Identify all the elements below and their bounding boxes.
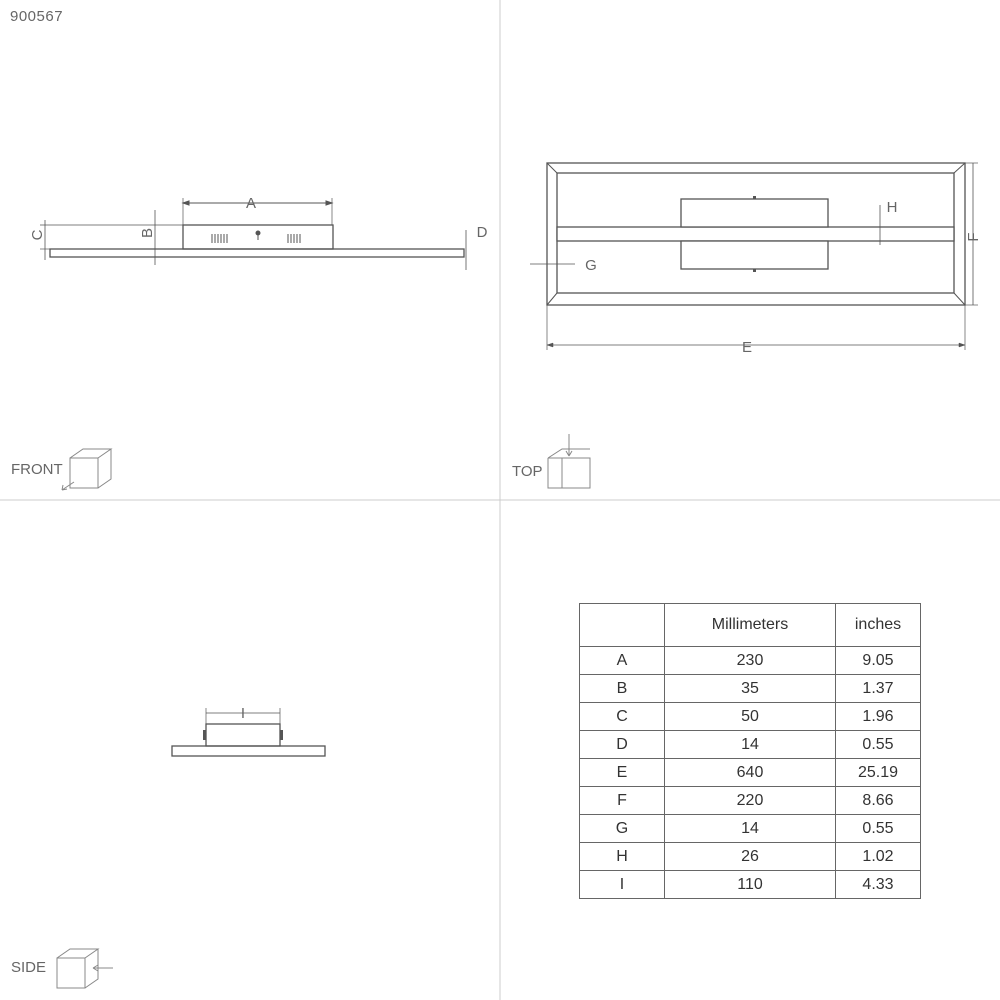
- side-panel: [172, 746, 325, 756]
- dim-label-c: C: [29, 229, 46, 241]
- dimension-letter-cell: B: [580, 675, 665, 703]
- top-canopy-lower: [681, 241, 828, 269]
- front-canopy-screw: [256, 231, 260, 235]
- inches-cell: 0.55: [836, 815, 921, 843]
- millimeters-cell: 50: [665, 703, 836, 731]
- dim-label-e: E: [741, 339, 753, 356]
- side-view-drawing: [172, 708, 325, 756]
- millimeters-cell: 220: [665, 787, 836, 815]
- side-cube-icon: [57, 949, 113, 988]
- inches-cell: 1.96: [836, 703, 921, 731]
- table-header-cell: Millimeters: [665, 604, 836, 647]
- inches-cell: 9.05: [836, 647, 921, 675]
- dimension-letter-cell: C: [580, 703, 665, 731]
- table-row: [580, 759, 921, 787]
- table-row: [580, 703, 921, 731]
- inches-cell: 8.66: [836, 787, 921, 815]
- millimeters-cell: 14: [665, 815, 836, 843]
- table-row: [580, 787, 921, 815]
- side-canopy: [206, 724, 280, 746]
- dimension-letter-cell: A: [580, 647, 665, 675]
- millimeters-cell: 110: [665, 871, 836, 899]
- inches-cell: 4.33: [836, 871, 921, 899]
- dim-label-a: A: [245, 195, 257, 212]
- dim-label-f: F: [965, 232, 982, 242]
- top-cube-icon: [548, 434, 590, 488]
- side-view-label: SIDE: [11, 959, 47, 976]
- inches-cell: 1.37: [836, 675, 921, 703]
- millimeters-cell: 26: [665, 843, 836, 871]
- dimension-letter-cell: E: [580, 759, 665, 787]
- dim-label-g: G: [585, 257, 597, 274]
- table-row: [580, 843, 921, 871]
- dim-label-i: I: [240, 705, 246, 722]
- dimension-letter-cell: I: [580, 871, 665, 899]
- dimension-letter-cell: H: [580, 843, 665, 871]
- millimeters-cell: 230: [665, 647, 836, 675]
- top-view-label: TOP: [512, 463, 543, 480]
- front-canopy-vents: [212, 234, 300, 243]
- table-header-cell: inches: [836, 604, 921, 647]
- dim-label-b: B: [139, 227, 156, 239]
- millimeters-cell: 14: [665, 731, 836, 759]
- dim-label-d: D: [476, 224, 488, 241]
- table-row: [580, 647, 921, 675]
- table-header-row: [580, 604, 921, 647]
- table-header-cell: [580, 604, 665, 647]
- inches-cell: 0.55: [836, 731, 921, 759]
- table-row: [580, 815, 921, 843]
- table-row: [580, 675, 921, 703]
- dimension-table: [579, 603, 921, 899]
- top-canopy-upper: [681, 199, 828, 227]
- inches-cell: 1.02: [836, 843, 921, 871]
- inches-cell: 25.19: [836, 759, 921, 787]
- dimension-letter-cell: G: [580, 815, 665, 843]
- millimeters-cell: 35: [665, 675, 836, 703]
- product-code: 900567: [10, 8, 64, 25]
- dimension-letter-cell: F: [580, 787, 665, 815]
- top-crossbar: [557, 227, 954, 241]
- front-cube-icon: [62, 449, 111, 490]
- front-panel: [50, 249, 464, 257]
- millimeters-cell: 640: [665, 759, 836, 787]
- dimension-letter-cell: D: [580, 731, 665, 759]
- table-row: [580, 731, 921, 759]
- dim-label-h: H: [886, 199, 898, 216]
- table-row: [580, 871, 921, 899]
- top-view-drawing: [530, 163, 978, 350]
- front-view-label: FRONT: [11, 461, 63, 478]
